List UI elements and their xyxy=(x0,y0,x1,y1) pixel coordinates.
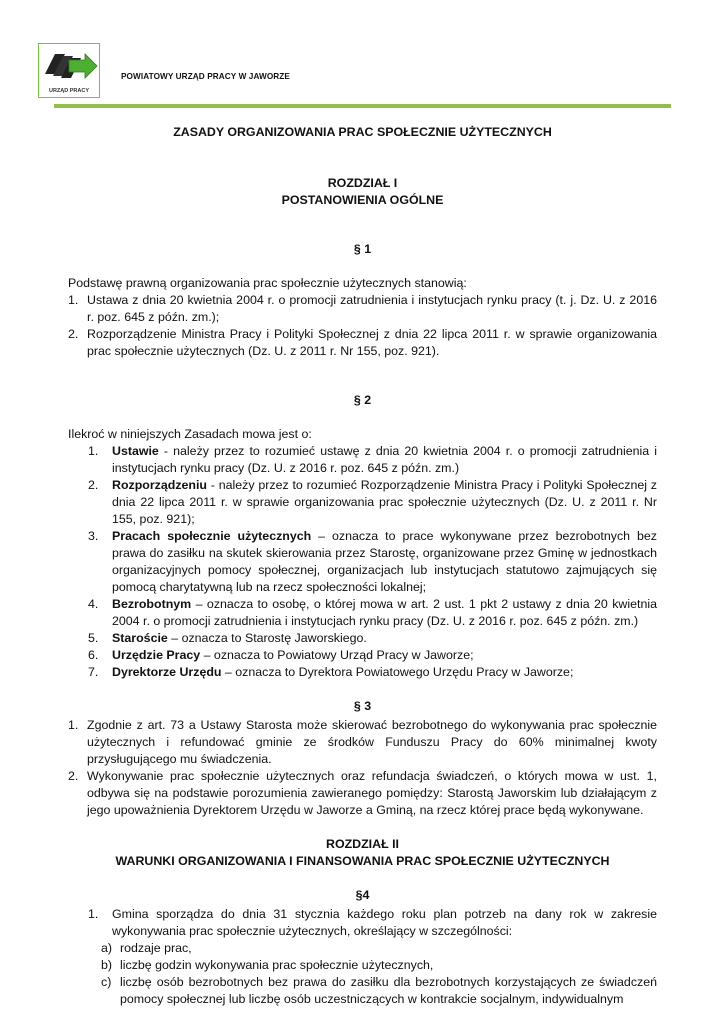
section-3-list xyxy=(68,717,657,819)
definition-item xyxy=(68,596,657,630)
section-4-list xyxy=(68,906,657,940)
item-number: 6. xyxy=(88,648,99,662)
defined-term: Bezrobotnym xyxy=(112,597,192,611)
item-number: 4. xyxy=(88,597,99,611)
organization-name: POWIATOWY URZĄD PRACY W JAWORZE xyxy=(121,72,290,81)
item-text: Zgodnie z art. 73 a Ustawy Starosta może skierować bezrobotnego do wykonywania prac społecznie użytecznych i refundować gminie ze środków Funduszu Pracy do 60% minimalnej kwoty przysługującego mu świadczenia. xyxy=(87,718,657,766)
chapter-1-heading xyxy=(68,175,657,209)
item-number: 1. xyxy=(88,907,99,921)
item-letter: a) xyxy=(101,941,113,955)
chapter-2-label: ROZDZIAŁ II xyxy=(326,837,399,851)
item-number: 2. xyxy=(68,327,79,341)
item-number: 2. xyxy=(88,478,99,492)
defined-term: Ustawie xyxy=(112,444,159,458)
office-logo xyxy=(38,43,100,98)
list-item xyxy=(68,906,657,940)
section-1-list xyxy=(68,292,657,360)
definition-item xyxy=(68,630,657,647)
document-body xyxy=(68,124,657,1008)
chapter-1-label: ROZDZIAŁ I xyxy=(327,176,398,190)
list-item xyxy=(68,768,657,819)
document-title: ZASADY ORGANIZOWANIA PRAC SPOŁECZNIE UŻYTECZNYCH xyxy=(173,125,552,139)
definition-item xyxy=(68,477,657,528)
item-number: 2. xyxy=(68,769,79,783)
item-number: 7. xyxy=(88,665,99,679)
item-text: liczbę osób bezrobotnych bez prawa do zasiłku dla bezrobotnych korzystających ze świadczeń pomocy społecznej lub liczbę osób uczestniczących w kontrakcie socjalnym, indywidualnym xyxy=(120,975,657,1006)
item-text: – oznacza to Starostę Jaworskiego. xyxy=(167,631,367,645)
item-text: rodzaje prac, xyxy=(120,941,192,955)
item-text: Wykonywanie prac społecznie użytecznych oraz refundacja świadczeń, o których mowa w ust. 1, odbywa się na podstawie porozumienia zawieranego pomiędzy: Starostą Jaworskim lub działającym z jego upoważnienia Dyrektorem Urzędu w Jaworze a Gminą, na rzecz której prace będą wykonywane. xyxy=(87,769,657,817)
item-text: Rozporządzenie Ministra Pracy i Polityki Społecznej z dnia 22 lipca 2011 r. w sprawie organizowania prac społecznie użytecznych (Dz. U. z 2011 r. Nr 155, poz. 921). xyxy=(87,327,657,358)
defined-term: Staroście xyxy=(112,631,168,645)
chapter-2-heading xyxy=(68,836,657,870)
defined-term: Dyrektorze Urzędu xyxy=(112,665,222,679)
item-text: - należy przez to rozumieć Rozporządzenie Ministra Pracy i Polityki Społecznej z dnia 22 lipca 2011 r. w sprawie organizowania prac społecznie użytecznych (Dz. U. z 2011 r. Nr 155, poz. 921); xyxy=(112,478,657,526)
item-text: – oznacza to osobę, o której mowa w art. 2 ust. 1 pkt 2 ustawy z dnia 20 kwietnia 2004 r. o promocji zatrudnienia i instytucjach rynku pracy (Dz. U. z 2016 r. poz. 645 z późn. zm.) xyxy=(112,597,657,628)
section-3-heading: § 3 xyxy=(353,699,372,713)
section-2-intro: Ilekroć w niniejszych Zasadach mowa jest o: xyxy=(68,427,312,441)
item-number: 3. xyxy=(88,529,99,543)
section-2-list xyxy=(68,443,657,681)
item-text: Ustawa z dnia 20 kwietnia 2004 r. o promocji zatrudnienia i instytucjach rynku pracy (t. j. Dz. U. z 2016 r. poz. 645 z późn. zm.); xyxy=(87,293,657,324)
item-letter: b) xyxy=(101,958,113,972)
chapter-2-name: WARUNKI ORGANIZOWANIA I FINANSOWANIA PRAC SPOŁECZNIE UŻYTECZNYCH xyxy=(115,854,610,868)
definition-item xyxy=(68,664,657,681)
item-number: 1. xyxy=(88,444,99,458)
header-divider xyxy=(54,104,671,108)
definition-item xyxy=(68,647,657,664)
item-text: – oznacza to Powiatowy Urząd Pracy w Jaworze; xyxy=(200,648,474,662)
item-number: 5. xyxy=(88,631,99,645)
item-text: – oznacza to Dyrektora Powiatowego Urzędu Pracy w Jaworze; xyxy=(221,665,574,679)
section-2-heading: § 2 xyxy=(353,393,372,407)
item-letter: c) xyxy=(101,975,112,989)
item-text: liczbę godzin wykonywania prac społecznie użytecznych, xyxy=(120,958,434,972)
logo-caption: URZĄD PRACY xyxy=(48,88,90,94)
item-number: 1. xyxy=(68,718,79,732)
chapter-1-name: POSTANOWIENIA OGÓLNE xyxy=(281,193,444,207)
defined-term: Urzędzie Pracy xyxy=(112,648,201,662)
item-number: 1. xyxy=(68,293,79,307)
sub-list-item xyxy=(68,957,657,974)
item-text: – oznacza to prace wykonywane przez bezrobotnych bez prawa do zasiłku na skutek skierowania przez Starostę, organizowane przez Gminę w jednostkach organizacyjnych pomocy społecznej, organizacjach lub instytucjach statutowo zajmujących się pomocą charytatywną lub na rzecz społeczności lokalnej; xyxy=(112,529,657,594)
list-item xyxy=(68,717,657,768)
section-4-sublist xyxy=(68,940,657,1008)
section-4-heading: §4 xyxy=(355,888,370,902)
sub-list-item xyxy=(68,974,657,1008)
definition-item xyxy=(68,443,657,477)
defined-term: Rozporządzeniu xyxy=(112,478,207,492)
item-text: - należy przez to rozumieć ustawę z dnia 20 kwietnia 2004 r. o promocji zatrudnienia i instytucjach rynku pracy (Dz. U. z 2016 r. poz. 645 z późn. zm.) xyxy=(112,444,657,475)
definition-item xyxy=(68,528,657,596)
section-1-intro: Podstawę prawną organizowania prac społecznie użytecznych stanowią: xyxy=(68,276,467,290)
defined-term: Pracach społecznie użytecznych xyxy=(112,529,312,543)
sub-list-item xyxy=(68,940,657,957)
logo-arrow-icon xyxy=(39,44,99,86)
list-item xyxy=(68,292,657,326)
section-1-heading: § 1 xyxy=(353,242,372,256)
item-text: Gmina sporządza do dnia 31 stycznia każdego roku plan potrzeb na dany rok w zakresie wykonywania prac społecznie użytecznych, określający w szczególności: xyxy=(112,907,657,938)
list-item xyxy=(68,326,657,360)
